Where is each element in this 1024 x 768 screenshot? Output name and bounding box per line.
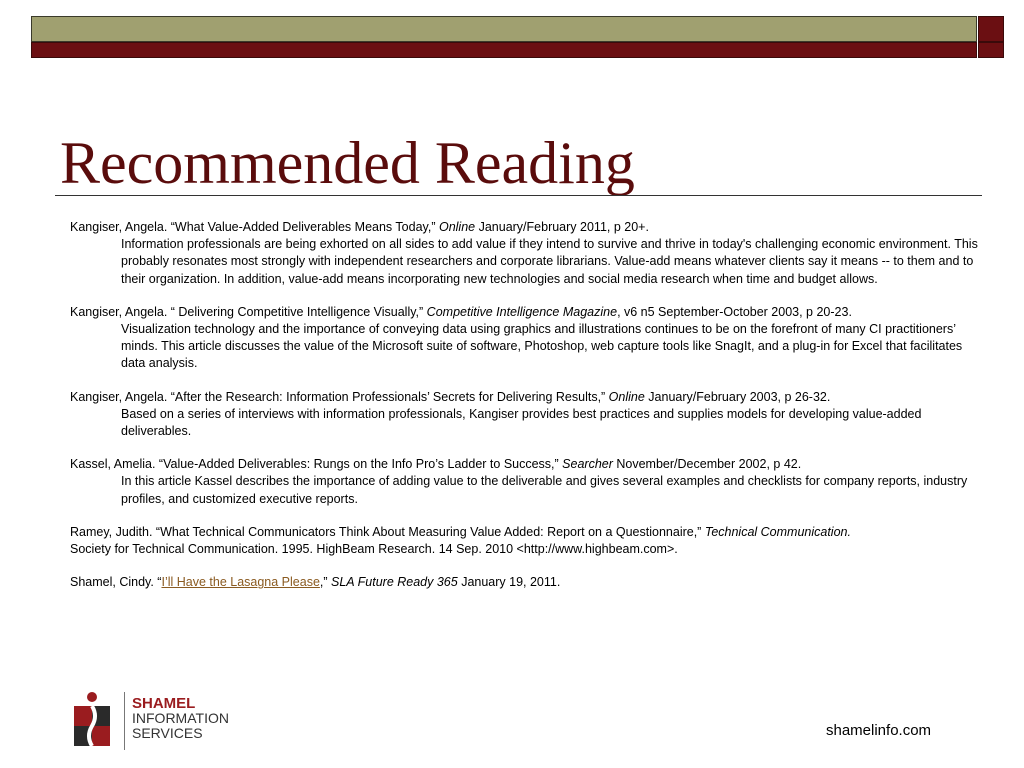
reference-item [70, 219, 980, 288]
reference-citation: Kangiser, Angela. “ Delivering Competitive Intelligence Visually,” Competitive Intelligence Magazine, v6 n5 September-October 2003, p 20-23. [70, 304, 852, 319]
reference-item [70, 456, 980, 508]
reference-citation: Shamel, Cindy. “I’ll Have the Lasagna Please,” SLA Future Ready 365 January 19, 2011. [70, 575, 561, 590]
logo-divider [124, 692, 125, 750]
reference-abstract: Based on a series of interviews with information professionals, Kangiser provides best practices and supplies models for developing value-added deliverables. [121, 406, 922, 439]
reference-abstract: Visualization technology and the importance of conveying data using graphics and illustrations continues to be on the forefront of many CI practitioners’ minds. This article discusses the value of the Microsoft suite of software, Photoshop, web capture tools like SnagIt, and a plug-in for Excel that facilitates data analysis. [121, 322, 963, 371]
reference-item-ramey [70, 524, 980, 558]
reference-list [70, 219, 980, 607]
logo-line-3: SERVICES [132, 725, 203, 741]
title-underline [55, 195, 982, 196]
reference-citation: Ramey, Judith. “What Technical Communicators Think About Measuring Value Added: Report on a Questionnaire,” Technical Communication. [70, 524, 851, 539]
reference-citation-continued: Society for Technical Communication. 1995. HighBeam Research. 14 Sep. 2010 <http://www.highbeam.com>. [70, 542, 678, 557]
reference-citation: Kangiser, Angela. “After the Research: Information Professionals’ Secrets for Delivering Results,” Online January/February 2003, p 26-32. [70, 389, 831, 404]
logo-wordmark [132, 696, 229, 741]
header-square-bottom [978, 42, 1004, 58]
reference-item [70, 389, 980, 441]
lasagna-article-link[interactable]: I’ll Have the Lasagna Please [161, 575, 320, 590]
reference-item-shamel [70, 574, 980, 591]
slide-title: Recommended Reading [60, 130, 635, 196]
reference-citation: Kangiser, Angela. “What Value-Added Deliverables Means Today,” Online January/February 2011, p 20+. [70, 220, 649, 234]
header-square-top [978, 16, 1004, 42]
header-bar-maroon [31, 42, 977, 58]
logo-line-2: INFORMATION [132, 710, 229, 726]
shamel-logo-mark [68, 688, 122, 752]
reference-item [70, 304, 980, 373]
reference-citation: Kassel, Amelia. “Value-Added Deliverables: Rungs on the Info Pro’s Ladder to Success,” Searcher November/December 2002, p 42. [70, 457, 802, 472]
header-bar-olive [31, 16, 977, 42]
company-logo [68, 688, 248, 752]
reference-abstract: Information professionals are being exhorted on all sides to add value if they intend to survive and thrive in today's challenging economic environment. This probably resonates most strongly with independent researchers and corporate librarians. Value-add means whatever clients say it means -- to them and to their organization. In addition, value-add means incorporating new technologies and social media research when time and budget allows. [121, 237, 978, 286]
logo-line-1: SHAMEL [132, 695, 196, 712]
reference-abstract: In this article Kassel describes the importance of adding value to the deliverable and gives several examples and checklists for company reports, industry profiles, and customized executive reports. [121, 474, 968, 506]
website-url: shamelinfo.com [826, 722, 932, 739]
